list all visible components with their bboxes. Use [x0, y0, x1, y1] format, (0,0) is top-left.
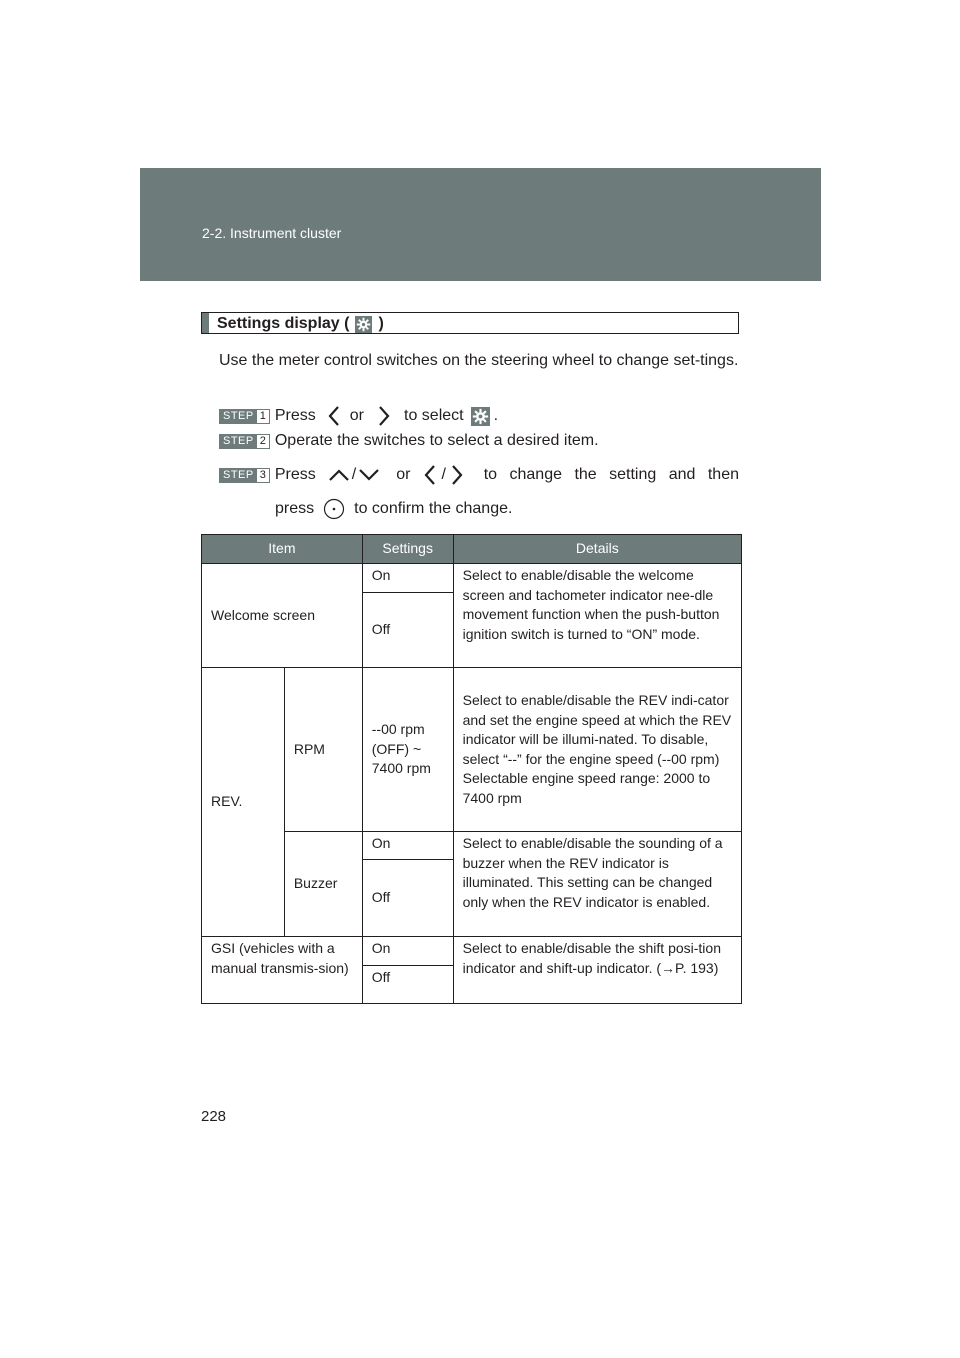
- item-cell: GSI (vehicles with a manual transmis-sion): [202, 937, 363, 1004]
- step-text: Press: [274, 407, 316, 424]
- details-cell: Select to enable/disable the REV indi-cator and set the engine speed at which the REV indicator will be illumi-nated. To disable, select “--” for the engine speed (--00 rpm) Selectable engine speed range: 2000 to 7400 rpm: [453, 668, 741, 832]
- chapter-label: 2-2. Instrument cluster: [202, 225, 342, 241]
- chapter-header: [140, 168, 821, 281]
- title-suffix: ): [378, 315, 384, 332]
- step-text: Operate the switches to select a desired item.: [274, 432, 599, 449]
- setting-cell: Off: [362, 593, 453, 668]
- header-item: Item: [202, 535, 363, 564]
- step-badge: STEP 2: [219, 434, 270, 449]
- page-number: 228: [201, 1108, 227, 1125]
- step-text: /: [351, 466, 357, 483]
- settings-table: [201, 534, 742, 1004]
- setting-cell: Off: [362, 860, 453, 937]
- table-row: [202, 937, 742, 966]
- step-text: press: [275, 500, 315, 517]
- header-settings: Settings: [362, 535, 453, 564]
- setting-cell: --00 rpm (OFF) ~ 7400 rpm: [362, 668, 453, 832]
- section-title: [201, 312, 739, 334]
- sub-item-cell: Buzzer: [284, 832, 362, 937]
- details-cell: Select to enable/disable the shift posi-tion indicator and shift-up indicator. (→P. 193): [453, 937, 741, 1004]
- step-text: or: [396, 466, 411, 483]
- step-2: [219, 432, 599, 450]
- step-text: to select: [404, 407, 464, 424]
- chevron-left-icon: [424, 464, 436, 486]
- setting-cell: On: [362, 937, 453, 966]
- step-text: to confirm the change.: [354, 500, 513, 517]
- table-header-row: [202, 535, 742, 564]
- step-text: to change the setting and then: [483, 466, 739, 483]
- step-3: [219, 464, 739, 486]
- title-prefix: Settings display (: [217, 315, 350, 332]
- table-row: [202, 668, 742, 832]
- settings-gear-icon: [355, 316, 372, 333]
- details-cell: Select to enable/disable the welcome screen and tachometer indicator nee-dle movement function when the push-button ignition switch is turned to “ON” mode.: [453, 564, 741, 668]
- step-text: Press: [274, 466, 316, 483]
- details-cell: Select to enable/disable the sounding of a buzzer when the REV indicator is illuminated. This setting can be changed only when the REV indicator is enabled.: [453, 832, 741, 937]
- intro-text: Use the meter control switches on the steering wheel to change set-tings.: [219, 352, 739, 369]
- chevron-left-icon: [328, 405, 340, 427]
- sub-item-cell: RPM: [284, 668, 362, 832]
- item-cell: Welcome screen: [202, 564, 363, 668]
- item-cell: REV.: [202, 668, 285, 937]
- step-badge: STEP 3: [219, 468, 270, 483]
- chevron-up-icon: [328, 468, 350, 482]
- table-row: [202, 564, 742, 593]
- step-text: or: [349, 407, 364, 424]
- chevron-right-icon: [378, 405, 390, 427]
- setting-cell: On: [362, 564, 453, 593]
- chevron-right-icon: [451, 464, 463, 486]
- step-3-continued: [275, 498, 512, 520]
- step-text: .: [493, 407, 499, 424]
- step-badge: STEP 1: [219, 409, 270, 424]
- enter-button-icon: [323, 498, 345, 520]
- header-details: Details: [453, 535, 741, 564]
- step-text: /: [441, 466, 446, 483]
- title-bar: [202, 313, 209, 333]
- setting-cell: Off: [362, 966, 453, 1004]
- settings-gear-icon: [471, 407, 490, 426]
- chevron-down-icon: [358, 468, 380, 482]
- step-1: [219, 405, 498, 427]
- setting-cell: On: [362, 832, 453, 860]
